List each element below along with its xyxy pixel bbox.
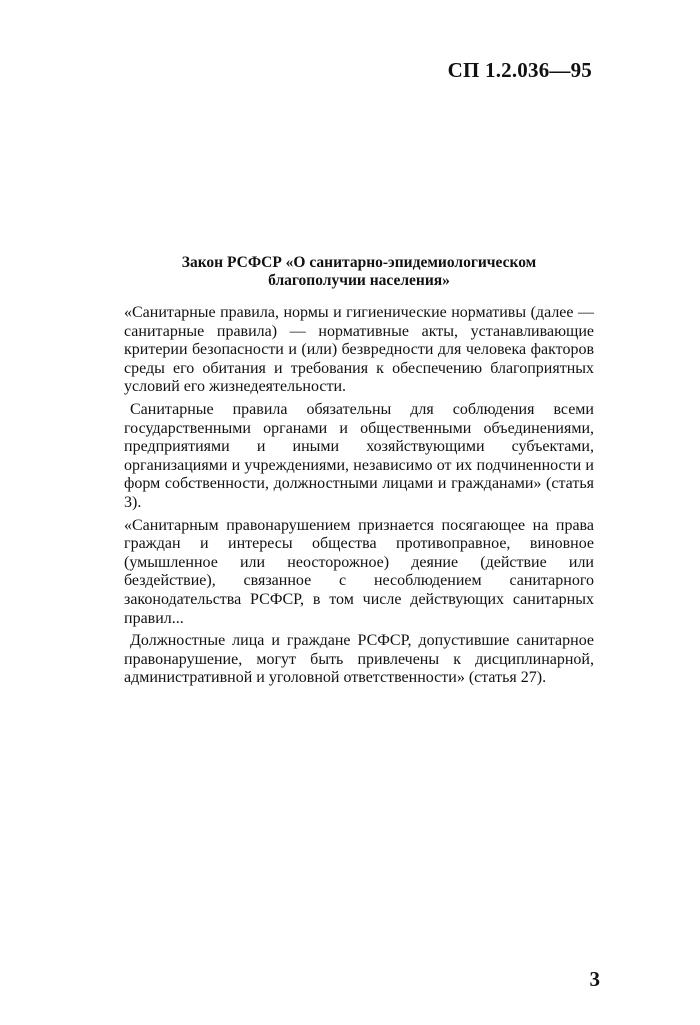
document-body — [124, 254, 594, 692]
page-number: 3 — [589, 967, 600, 991]
paragraph-2: Санитарные правила обязательны для соблюдения всеми государственными органами и общественными объединениями, предприятиями и иными хозяйствующими субъектами, организациями и учреждениями, независимо от их подчиненности и форм собственности, должностными лицами и гражданами» (статья 3). — [124, 400, 594, 511]
section-heading-line-1: Закон РСФСР «О санитарно-эпидемиологическом — [181, 254, 537, 271]
section-heading-line-2: благополучии населения» — [268, 272, 450, 289]
document-code: СП 1.2.036—95 — [447, 58, 592, 82]
paragraph-4: Должностные лица и граждане РСФСР, допустившие санитарное правонарушение, могут быть привлечены к дисциплинарной, административной и уголовной ответственности» (статья 27). — [124, 632, 594, 687]
section-heading — [124, 254, 594, 290]
paragraph-3: «Санитарным правонарушением признается посягающее на права граждан и интересы общества противоправное, виновное (умышленное или неосторожное) деяние (действие или бездействие), связанное с несоблюдением санитарного законодательства РСФСР, в том числе действующих санитарных правил... — [124, 516, 594, 627]
paragraph-1: «Санитарные правила, нормы и гигиенические нормативы (далее — санитарные правила) — нормативные акты, устанавливающие критерии безопасности и (или) безвредности для человека факторов среды его обитания и требования к обеспечению благоприятных условий его жизнедеятельности. — [124, 304, 594, 396]
